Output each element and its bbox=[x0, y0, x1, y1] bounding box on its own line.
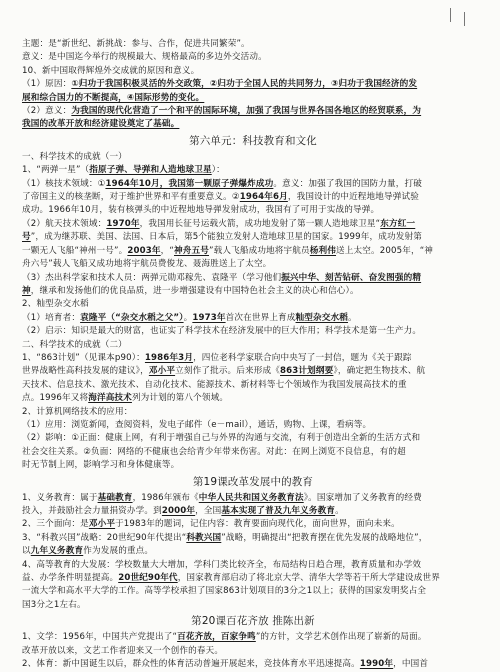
text-line bbox=[22, 339, 484, 352]
text-line bbox=[22, 559, 484, 572]
text-segment: ”战略，明确提出“把教育摆在优先发展的战略地位”， bbox=[221, 532, 428, 543]
text-line bbox=[22, 325, 484, 338]
text-line bbox=[22, 392, 484, 405]
text-line bbox=[22, 446, 484, 459]
text-segment: 。 bbox=[183, 312, 193, 323]
text-line bbox=[22, 65, 484, 78]
text-segment: （1）应用：浏览新闻，查阅资料，发电子邮件（e－mail），通话，购物、上课，看病等。 bbox=[22, 419, 372, 430]
text-segment: 》。国家增加了义务教育的经费 bbox=[303, 492, 422, 503]
text-line bbox=[22, 164, 484, 177]
text-segment: （1）培育者： bbox=[22, 312, 81, 323]
emphasized-text: 中华人民共和国义务教育法 bbox=[198, 492, 304, 503]
text-segment: （2）意义： bbox=[22, 106, 72, 117]
text-line bbox=[22, 585, 484, 598]
emphasized-text: ①归功于我国积极灵活的外交政策，②归功于全国人民的共同努力，③归功于我国经济的发 bbox=[71, 79, 418, 90]
text-line bbox=[22, 231, 484, 244]
text-segment: ，我国用长征号运载火箭，成功地发射了第一颗人造地球卫星“ bbox=[139, 218, 381, 229]
text-line bbox=[22, 545, 484, 558]
section-title: 第六单元：科技教育和文化 bbox=[189, 134, 317, 147]
text-line bbox=[22, 298, 484, 311]
emphasized-text: 神舟五号 bbox=[174, 245, 209, 256]
text-segment: 2、体育：新中国诞生以后，群众性的体育活动普遍开展起来，竞技体育水平迅速提高。 bbox=[22, 659, 360, 670]
emphasized-text: 展和综合国力的不断提高，④国际形势的变化。 bbox=[22, 92, 205, 103]
text-line bbox=[22, 599, 484, 612]
emphasized-text: 邓小平 bbox=[148, 366, 176, 377]
text-line bbox=[22, 645, 484, 658]
text-segment: 了帝国主义的核垄断，对于维护世界和平有重要意义。② bbox=[22, 192, 240, 203]
text-line bbox=[22, 379, 484, 392]
text-segment: 天技术、信息技术、激光技术、自动化技术、能源技术、新材料等七个领域作为我国发展高技术的重 bbox=[22, 379, 407, 390]
emphasized-text: 基础教育 bbox=[97, 492, 133, 503]
emphasized-text: 1964年6月 bbox=[239, 192, 288, 203]
text-line bbox=[22, 118, 484, 131]
text-segment: 送上太空。2005年，“神 bbox=[336, 245, 434, 256]
emphasized-text: 1986年3月 bbox=[144, 352, 194, 363]
text-segment: 1、“863计划”（见课本p90）： bbox=[22, 352, 145, 363]
emphasized-text: 为我国的现代化营造了一个和平的国际环境，加强了我国与世界各国各地区的经贸联系，为 bbox=[71, 106, 422, 117]
text-segment: 2、三个面向：是 bbox=[22, 519, 89, 530]
text-line bbox=[22, 459, 484, 472]
text-segment: 作为发展的重点。 bbox=[83, 546, 154, 557]
text-line bbox=[22, 272, 484, 285]
text-segment: 舟六号”载人飞船又成功地将宇航员费俊龙、聂海胜送上了太空。 bbox=[22, 259, 272, 270]
text-line bbox=[22, 505, 484, 518]
text-segment: 社会交往关系。②负面：网络的不健康也会给青少年带来伤害。对此：在网上浏览不良信息，有的超 bbox=[22, 446, 406, 457]
text-segment: 立刻作了批示。后来形成《 bbox=[175, 366, 281, 377]
emphasized-text: 1990年 bbox=[359, 659, 394, 670]
text-segment: 改革开放以来，文艺工作者迎来又一个创作的春天。 bbox=[22, 645, 224, 656]
text-line bbox=[22, 658, 484, 671]
emphasized-text: 1973年 bbox=[192, 312, 226, 323]
emphasized-text: 20世纪90年代 bbox=[118, 573, 178, 584]
text-segment: 列为计划的第八个领域。 bbox=[131, 393, 229, 404]
text-segment: 10、新中国取得辉煌外交成就的原因和意义。 bbox=[22, 65, 200, 76]
text-segment: 。 bbox=[335, 506, 344, 516]
text-line bbox=[22, 258, 484, 271]
emphasized-text: 2000年 bbox=[161, 506, 196, 516]
text-segment: （1）核技术领域：① bbox=[22, 178, 106, 189]
emphasized-text: 1964年10月，我国第一颗原子弹爆炸成功 bbox=[105, 178, 274, 189]
emphasized-text: 振兴中华、刻苦钻研、奋发图强的精 bbox=[281, 272, 422, 283]
text-line bbox=[22, 312, 484, 325]
text-segment: 。 bbox=[348, 312, 357, 323]
emphasized-text: 基本实现了普及九年义务教育 bbox=[221, 506, 336, 516]
text-line bbox=[22, 518, 484, 531]
text-segment: 点。1996年又将 bbox=[22, 393, 89, 404]
section-title: 第20课百花齐放 推陈出新 bbox=[191, 615, 315, 628]
text-segment: 主题：是“新世纪、新挑战：参与、合作，促进共同繁荣”。 bbox=[22, 39, 250, 49]
text-segment: 首次在世界上育成 bbox=[225, 312, 296, 323]
text-segment: 一颗无人飞船“神州一号”。 bbox=[22, 245, 128, 256]
emphasized-text: 邓小平 bbox=[88, 519, 116, 530]
text-segment: 二、科学技术的成就（二） bbox=[22, 339, 127, 350]
emphasized-text: 东方红一 bbox=[380, 218, 416, 229]
text-segment: 一、科学技术的成就（一） bbox=[22, 151, 127, 162]
text-line bbox=[22, 178, 484, 191]
emphasized-text: 海洋高技术 bbox=[88, 393, 132, 404]
text-segment: ，中国首 bbox=[393, 659, 429, 670]
text-segment: （2）启示：知识是最大的财富，也证实了科学技术在经济发展中的巨大作用；科学技术是第一生产力。 bbox=[22, 326, 422, 337]
text-line bbox=[22, 631, 484, 644]
emphasized-text: 863计划纲要 bbox=[280, 366, 334, 377]
text-segment: 时无节制上网，影响学习和身体健康等。 bbox=[22, 460, 180, 471]
text-line bbox=[22, 204, 484, 217]
text-line bbox=[22, 572, 484, 585]
emphasized-text: 1970年 bbox=[106, 218, 140, 229]
text-segment: ，国家教育部启动了将北京大学、清华大学等若干所大学建设成世界 bbox=[177, 573, 441, 584]
text-line bbox=[22, 218, 484, 231]
text-line bbox=[22, 151, 484, 164]
emphasized-text: 我国的改革开放和经济建设奠定了基础。 bbox=[22, 119, 180, 130]
text-line bbox=[22, 51, 484, 64]
emphasized-text: 指原子弹、导弹和人造地球卫星 bbox=[89, 165, 212, 176]
text-line bbox=[22, 78, 484, 91]
text-segment: （2）航天技术领域： bbox=[22, 218, 107, 229]
text-segment: ”的方针，文学艺术创作出现了崭新的局面。 bbox=[255, 632, 427, 643]
emphasized-text: 神 bbox=[22, 285, 31, 296]
text-segment: 成功。1966年10月，装有核弹头的中近程地地导弹发射成功，我国有了可用于实战的导弹。 bbox=[22, 205, 380, 216]
text-line bbox=[22, 406, 484, 419]
text-segment: 2、计算机网络技术的应用： bbox=[22, 406, 133, 417]
text-segment: ”，成为继苏联、美国、法国、日本后，第5个能独立发射人造地球卫星的国家。1999年，成功发射第 bbox=[30, 232, 422, 243]
emphasized-text: 籼型杂交水稻 bbox=[295, 312, 349, 323]
emphasized-text: 科教兴国 bbox=[186, 532, 222, 543]
emphasized-text: 号 bbox=[22, 232, 31, 243]
text-segment: 4、高等教育的大发展：学校数量大大增加，学科门类比较齐全，布局结构日趋合理，教育质量和办学效 bbox=[22, 559, 422, 570]
text-segment: 投入，并鼓励社会力量捐资办学。到 bbox=[22, 506, 162, 516]
text-segment: （2）影响：①正面：健康上网，有利于增强自己与外界的沟通与交流，有利于创造出全新的生活方式和 bbox=[22, 433, 421, 444]
document-content bbox=[22, 38, 484, 671]
text-segment: ，继承和发扬他们的优良品质，进一步增强建设有中国特色社会主义的决心和信心）。 bbox=[30, 285, 359, 296]
text-line bbox=[22, 419, 484, 432]
text-line bbox=[22, 191, 484, 204]
text-segment: （3）杰出科学家和技术人员：两弹元勋邓稼先、袁隆平（学习他们 bbox=[22, 272, 282, 283]
text-line bbox=[22, 92, 484, 105]
text-segment: 3、“科教兴国”战略：20世纪90年代提出“ bbox=[22, 532, 187, 543]
text-line bbox=[22, 492, 484, 505]
text-segment: ，我国设计的中近程地地导弹试验 bbox=[287, 192, 420, 203]
text-line bbox=[22, 532, 484, 545]
text-line bbox=[22, 105, 484, 118]
section-title: 第19课改革发展中的教育 bbox=[192, 475, 314, 488]
text-segment: 国3分之1左右。 bbox=[22, 599, 86, 610]
text-segment: 1、“两弹一星”（ bbox=[22, 165, 90, 176]
emphasized-text: 百花齐放，百家争鸣 bbox=[177, 632, 256, 643]
text-segment: （1）原因： bbox=[22, 79, 72, 90]
text-segment: ）： bbox=[211, 165, 225, 176]
text-segment: 一流大学和高水平大学的工作。高等学校承担了国家863计划项目的3分之1以上；获得的国家发明奖占全 bbox=[22, 586, 427, 597]
text-line bbox=[22, 352, 484, 365]
text-segment: 世界战略性高科技发展的建议》， bbox=[22, 366, 149, 377]
text-segment: ”载人飞船成功地将宇航员 bbox=[209, 245, 310, 256]
text-segment: 2、籼型杂交水稻 bbox=[22, 299, 89, 310]
text-line bbox=[22, 38, 484, 51]
emphasized-text: 杨利伟 bbox=[309, 245, 337, 256]
text-line bbox=[22, 245, 484, 258]
text-segment: ，1986年颁布《 bbox=[132, 492, 199, 503]
text-line bbox=[22, 285, 484, 298]
text-line bbox=[22, 432, 484, 445]
text-segment: 益、办学条件明显提高。 bbox=[22, 573, 119, 584]
corner-marks bbox=[442, 8, 482, 38]
emphasized-text: 2003年 bbox=[127, 245, 161, 256]
emphasized-text: 九年义务教育 bbox=[30, 546, 84, 557]
text-segment: ，“ bbox=[160, 245, 175, 256]
text-segment: 意义：是中国迄今举行的规模最大、规格最高的多边外交活动。 bbox=[22, 52, 267, 63]
emphasized-text: 袁隆平（“杂交水稻之父”） bbox=[80, 312, 184, 323]
text-segment: ，全国 bbox=[195, 506, 222, 516]
text-segment: 》，确定把生物技术、航 bbox=[333, 366, 426, 377]
text-segment: ，四位老科学家联合向中央写了一封信，题为《关于跟踪 bbox=[193, 352, 412, 363]
text-segment: 1、义务教育：属于 bbox=[22, 492, 98, 503]
text-segment: 以 bbox=[22, 546, 31, 557]
text-segment: 。意义：加强了我国的国防力量，打破 bbox=[273, 178, 423, 189]
text-segment: 1、文学：1956年，中国共产党提出了“ bbox=[22, 632, 178, 643]
text-line bbox=[22, 365, 484, 378]
text-segment: 于1983年的题词，记住内容：教育要面向现代化，面向世界，面向未来。 bbox=[115, 519, 400, 530]
